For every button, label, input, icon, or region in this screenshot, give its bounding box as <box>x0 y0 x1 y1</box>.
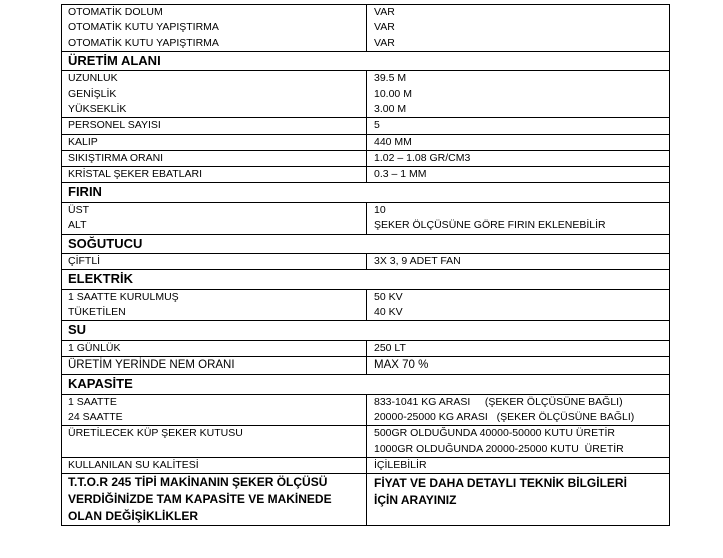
table-row <box>61 254 670 270</box>
section-header <box>61 321 670 341</box>
table-row <box>61 167 670 183</box>
footer-left-line: T.T.O.R 245 TİPİ MAKİNANIN ŞEKER ÖLÇÜSÜ <box>68 475 328 490</box>
section-header <box>61 52 670 72</box>
table-row <box>61 458 670 474</box>
footer-row <box>61 474 670 526</box>
section-title: ELEKTRİK <box>68 271 133 287</box>
row-value: 500GR OLDUĞUNDA 40000-50000 KUTU ÜRETİR <box>374 427 616 440</box>
row-value: 3.00 M <box>374 102 407 115</box>
section-title: ÜRETİM ALANI <box>68 52 161 68</box>
table-row <box>61 151 670 167</box>
table-row <box>61 341 670 357</box>
row-value: İÇİLEBİLİR <box>374 458 427 471</box>
row-label: KALIP <box>68 135 98 148</box>
table-row <box>61 426 670 458</box>
table-row <box>61 203 670 235</box>
section-header <box>61 270 670 290</box>
table-row <box>61 395 670 427</box>
section-title: KAPASİTE <box>68 376 133 392</box>
row-value: 5 <box>374 119 380 132</box>
row-label: ÜRETİLECEK KÜP ŞEKER KUTUSU <box>68 427 243 440</box>
row-label: OTOMATİK KUTU YAPIŞTIRMA <box>68 36 219 49</box>
section-header <box>61 183 670 203</box>
row-label: TÜKETİLEN <box>68 306 126 319</box>
row-value: 833-1041 KG ARASI (ŞEKER ÖLÇÜSÜNE BAĞLI) <box>374 395 623 408</box>
row-label: OTOMATİK KUTU YAPIŞTIRMA <box>68 21 219 34</box>
footer-right-line: FİYAT VE DAHA DETAYLI TEKNİK BİLGİLERİ <box>374 476 627 491</box>
row-value: 0.3 – 1 MM <box>374 168 427 181</box>
row-label: YÜKSEKLİK <box>68 102 127 115</box>
row-value: 40 KV <box>374 306 403 319</box>
footer-right-line: İÇİN ARAYINIZ <box>374 493 457 508</box>
row-label: 1 SAATTE <box>68 395 117 408</box>
row-value: VAR <box>374 6 395 18</box>
row-value: 10 <box>374 203 386 216</box>
row-value: VAR <box>374 36 395 49</box>
row-label: KULLANILAN SU KALİTESİ <box>68 458 199 471</box>
row-value: 1.02 – 1.08 GR/CM3 <box>374 151 471 164</box>
row-label: ALT <box>68 219 87 232</box>
row-label: 24 SAATTE <box>68 411 123 424</box>
row-label: OTOMATİK DOLUM <box>68 6 163 18</box>
row-value: VAR <box>374 21 395 34</box>
footer-left-line: OLAN DEĞİŞİKLİKLER <box>68 509 199 524</box>
row-value: 250 LT <box>374 341 406 354</box>
row-label: ÜRETİM YERİNDE NEM ORANI <box>68 359 235 372</box>
row-label: 1 GÜNLÜK <box>68 341 121 354</box>
spec-table <box>61 4 670 526</box>
row-label: UZUNLUK <box>68 72 118 85</box>
row-value: 10.00 M <box>374 87 412 100</box>
section-title: SOĞUTUCU <box>68 235 143 251</box>
table-row <box>61 357 670 375</box>
row-label: KRİSTAL ŞEKER EBATLARI <box>68 168 203 181</box>
row-value: 440 MM <box>374 135 412 148</box>
footer-left-line: VERDİĞİNİZDE TAM KAPASİTE VE MAKİNEDE <box>68 492 332 507</box>
row-label: ÇİFTLİ <box>68 255 101 268</box>
row-value: MAX 70 % <box>374 359 429 372</box>
row-label: ÜST <box>68 203 89 216</box>
row-label: 1 SAATTE KURULMUŞ <box>68 290 179 303</box>
section-header <box>61 235 670 255</box>
row-label: GENİŞLİK <box>68 87 117 100</box>
section-header <box>61 375 670 395</box>
table-row <box>61 5 670 52</box>
row-value: 20000-25000 KG ARASI (ŞEKER ÖLÇÜSÜNE BAĞLI) <box>374 411 635 424</box>
row-value: 50 KV <box>374 290 403 303</box>
table-row <box>61 290 670 322</box>
row-value: 39.5 M <box>374 72 407 85</box>
section-title: FIRIN <box>68 184 102 200</box>
row-value: 1000GR OLDUĞUNDA 20000-25000 KUTU ÜRETİR <box>374 442 624 455</box>
row-label: SIKIŞTIRMA ORANI <box>68 151 164 164</box>
table-row <box>61 135 670 151</box>
row-value: ŞEKER ÖLÇÜSÜNE GÖRE FIRIN EKLENEBİLİR <box>374 219 606 232</box>
row-value: 3X 3, 9 ADET FAN <box>374 255 461 268</box>
table-row <box>61 71 670 118</box>
section-title: SU <box>68 322 87 338</box>
row-label: PERSONEL SAYISI <box>68 119 161 132</box>
table-row <box>61 118 670 134</box>
